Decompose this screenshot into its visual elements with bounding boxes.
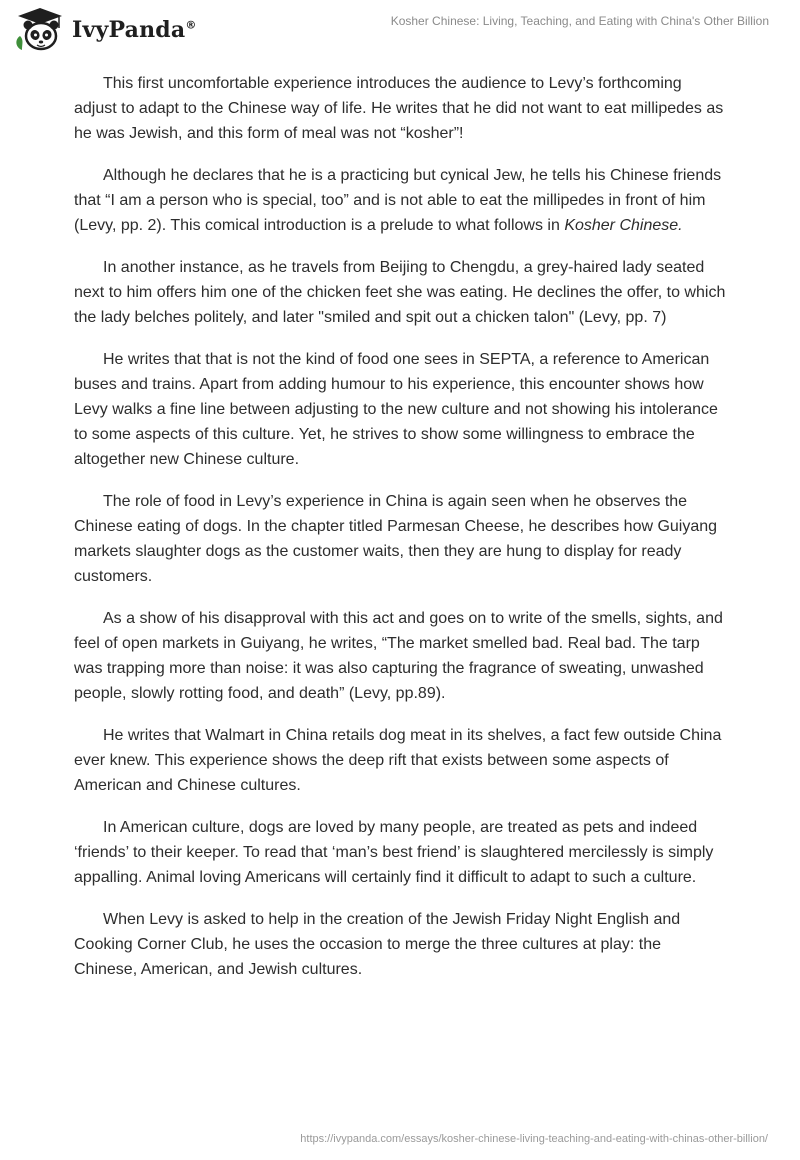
paragraph: In American culture, dogs are loved by many people, are treated as pets and indeed ‘friends’ to their keeper. To read that ‘man’s best friend’ is slaughtered mercilessly is simply appalling. Animal loving Americans will certainly find it difficult to adapt to such a culture.	[74, 819, 714, 886]
registered-mark: ®	[185, 18, 197, 32]
source-url[interactable]: https://ivypanda.com/essays/kosher-chinese-living-teaching-and-eating-with-chinas-other-billion/	[300, 1133, 768, 1145]
book-title-italic: Kosher Chinese.	[564, 217, 683, 234]
paragraph-text: Although he declares that he is a practicing but cynical Jew, he tells his Chinese friends that “I am a person who is special, too” and is not able to eat the millipedes in front of him (Levy, pp. 2). This comical introduction is a prelude to what follows in	[74, 167, 722, 234]
paragraph: When Levy is asked to help in the creation of the Jewish Friday Night English and Cooking Corner Club, he uses the occasion to merge the three cultures at play: the Chinese, American, and Jewish cultures.	[74, 911, 681, 978]
panda-logo-icon	[12, 6, 68, 54]
paragraph: The role of food in Levy’s experience in China is again seen when he observes the Chinese eating of dogs. In the chapter titled Parmesan Cheese, he describes how Guiyang markets slaughter dogs as the customer waits, then they are hung to display for ready customers.	[74, 493, 718, 585]
document-title: Kosher Chinese: Living, Teaching, and Eating with China's Other Billion	[390, 14, 769, 28]
paragraph: He writes that Walmart in China retails dog meat in its shelves, a fact few outside China ever knew. This experience shows the deep rift that exists between some aspects of American and Chinese cultures.	[74, 727, 722, 794]
paragraph: As a show of his disapproval with this act and goes on to write of the smells, sights, and feel of open markets in Guiyang, he writes, “The market smelled bad. Real bad. The tarp was trapping more than noise: it was also capturing the fragrance of sweating, unwashed people, slowly rotting food, and death” (Levy, pp.89).	[74, 610, 723, 702]
page-header	[0, 0, 800, 60]
paragraph: In another instance, as he travels from Beijing to Chengdu, a grey-haired lady seated next to him offers him one of the chicken feet she was eating. He declines the offer, to which the lady belches politely, and later "smiled and spit out a chicken talon" (Levy, pp. 7)	[74, 259, 726, 326]
essay-body	[74, 71, 726, 999]
paragraph	[74, 163, 726, 238]
brand-name: IvyPanda®	[72, 17, 197, 43]
paragraph: He writes that that is not the kind of food one sees in SEPTA, a reference to American buses and trains. Apart from adding humour to his experience, this encounter shows how Levy walks a fine line between adjusting to the new culture and not showing his intolerance to some aspects of this culture. Yet, he strives to show some willingness to embrace the altogether new Chinese culture.	[74, 351, 718, 468]
paragraph: This first uncomfortable experience introduces the audience to Levy’s forthcoming adjust to adapt to the Chinese way of life. He writes that he did not want to eat millipedes as he was Jewish, and this form of meal was not “kosher”!	[74, 75, 724, 142]
brand-logo[interactable]	[12, 6, 197, 54]
